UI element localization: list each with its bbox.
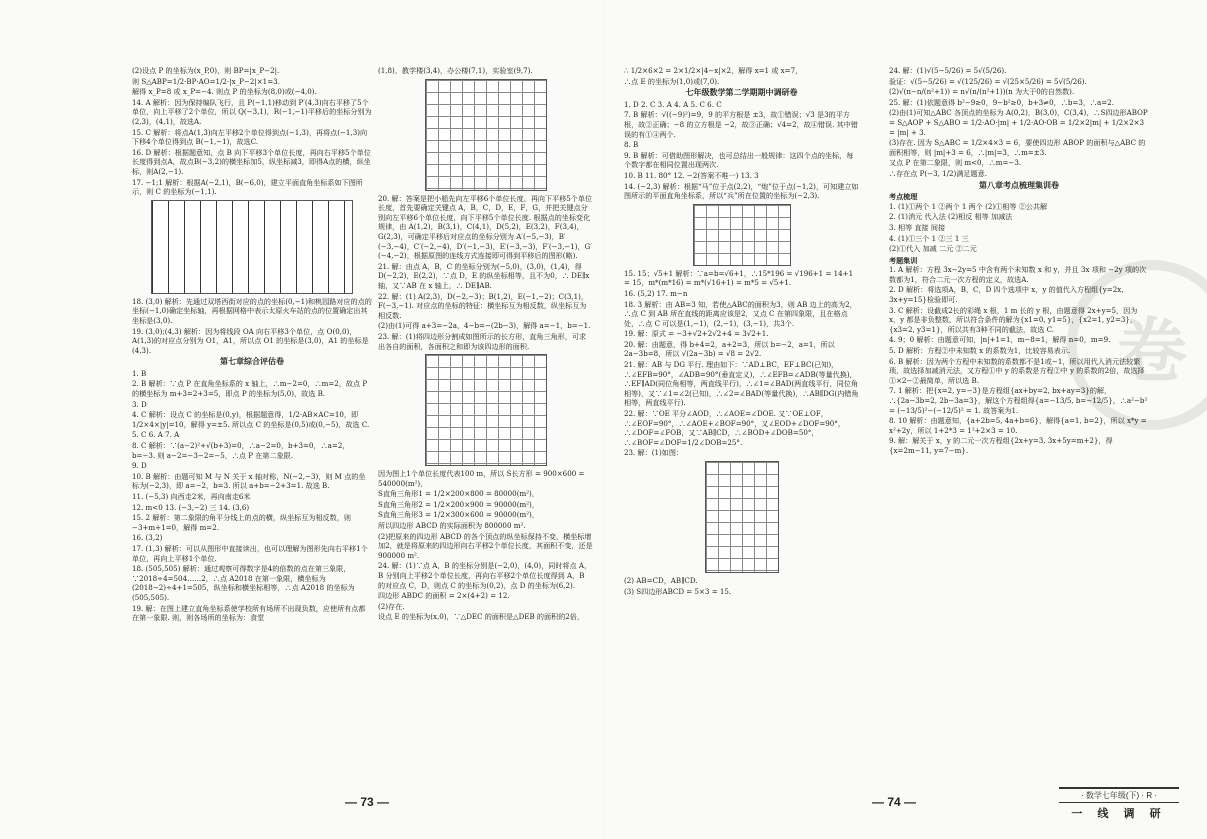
column-1: [132, 66, 372, 766]
answer-line: 1. D 2. C 3. A 4. A 5. C 6. C: [624, 99, 722, 109]
answer-line: 7. 1 解析：把{x=2, y=−3}是方程组{ax+by=2, bx+ay=3}的解，∴{2a−3b=2, 2b−3a=3}，解这个方程组得{a=−13/5, b=−12/5}，∴a²−b² = (−13/5)²−(−12/5)² = 1. 故答案为1.: [889, 386, 1148, 415]
subsection-heading: 考点梳理: [889, 192, 918, 202]
answer-line: (2)√(n−n/(n²+1)) = n√(n/(n²+1))(n 为大于0的自然数).: [889, 87, 1075, 97]
answer-line: 23. 解：(1)将四边形分割成如图所示的长方形，直角三角形，可求出各自的面积，各面积之和即为该四边形的面积.: [378, 331, 587, 351]
answer-line: 19. 解：原式 = −3+√2+2√2+4 = 3√2+1.: [624, 329, 769, 339]
answer-line: 22. 解：(1) A(2,3)，D(−2,−3)；B(1,2)，E(−1,−2)；C(3,1)，F(−3,−1). 对应点的坐标的特征：横坐标互为相反数，纵坐标互为相反数.: [378, 291, 588, 320]
answer-line: 9. D: [132, 461, 147, 471]
answer-line: (2)把原来的四边形 ABCD 的各个顶点的纵坐标保持不变，横坐标增加2，就是将原来的四边形向右平移2个单位长度，其面积不变，还是 900000 m².: [378, 531, 593, 560]
answer-line: 15. C 解析：将点A(1,3)向左平移2个单位得到点(−1,3)，再将点(−1,3)向下移4个单位得到点 B(−1,−1)，故选C.: [132, 127, 368, 147]
answer-line: 5. C 6. A 7. A: [132, 430, 180, 440]
answer-line: 3. D: [132, 399, 147, 409]
answer-line: 3. 相等 直接 间接: [889, 222, 946, 232]
answer-line: (2)由(1)可知△ABC 各顶点的坐标为 A(0,2)，B(3,0)，C(3,4)，∴S四边形ABOP = S△AOP + S△ABO = 1/2·AO·|m| + 1/2·AO·OB = 1/2×2|m| + 1/2×2×3 = |m| + 3.: [889, 108, 1148, 137]
answer-line: 19. 解：在图上建立直角坐标系使学校所有场所不出现负数，应使所有点都在第一象限. 则，则各场所的坐标为：食堂: [132, 603, 366, 623]
answer-line: 10. B 解析：由题可知 M 与 N 关于 x 轴对称，N(−2,−3)，则 M 点的坐标为(−2,3)，即 a=−2，b=3. 所以 a+b=−2+3=1. 故选 B.: [132, 471, 366, 491]
answer-line: (3)存在. 因为 S△ABC = 1/2×4×3 = 6，要使四边形 ABOP 的面积与△ABC 的面积相等，则 |m|+3 = 6，∴|m|=3，∴m=±3.: [889, 138, 1146, 157]
answer-line: ∴存在点 P(−3, 1/2)满足题意.: [889, 168, 987, 178]
answer-line: 21. 解：AB 与 DG 平行. 理由如下：∵AD⊥BC，EF⊥BC(已知)，∴∠EFB=90°，∠ADB=90°(垂直定义)，∴∠EFB=∠ADB(等量代换)，∴EF∥AD(同位角相等，两直线平行)，∴∠1=∠BAD(两直线平行，同位角相等)，又∵∠1=∠2(已知)，∴∠2=∠BAD(等量代换)，∴AB∥DG(内错角相等，两直线平行).: [624, 360, 859, 408]
answer-line: 24. 解：(1)∵点 A，B 的坐标分别是(−2,0)，(4,0)，同时将点 A，B 分别向上平移2个单位长度，再向右平移2个单位长度得到 A，B 的对应点 C，D，则点 C 的坐标为(0,2)，点 D 的坐标为(6,2).: [378, 561, 592, 590]
answer-line: 又点 P 在第二象限，则 m<0，∴m=−3.: [889, 158, 1022, 168]
answer-line: 15. 2 解析：第二象限的角平分线上的点的横，纵坐标互为相反数，则 −3+m+1=0，解得 m=2.: [132, 513, 351, 532]
figure-grid1: [425, 79, 547, 191]
answer-line: 2. D 解析：将选项A，B，C，D 四个选项中 x，y 的值代入方程组{y=2x, 3x+y=15}检验即可.: [889, 285, 1124, 305]
answer-line: 14. A 解析：因为保持编队飞行，且 P(−1,1)移动到 P′(4,3)向右平移了5个单位，向上平移了2个单位，所以 Q(−3,1)，R(−1,−1)平移后的坐标分别为(2,3)，(4,1)，故选A.: [132, 97, 372, 126]
answer-line: 22. 解：∵OE 平分∠AOD，∴∠AOE=∠DOE. 又∵OE⊥OF，∴∠EOF=90°，∴∠AOE+∠BOF=90°，又∠EOD+∠DOF=90°，∴∠DOF=∠FOB，又∵AB∥CD，∴∠BOD+∠DOB=50°，∴∠BOF=∠DOF=1/2∠DOB=25°.: [624, 409, 845, 447]
footer-brand: [1059, 787, 1179, 821]
answer-line: ∴点 E 的坐标为(1,0)或(7,0).: [624, 76, 720, 86]
section-heading: 第八章考点梳理集训卷: [979, 179, 1059, 190]
answer-line: 4. (1)①三个 1 ②三 1 三: [889, 233, 969, 243]
answer-line: 25. 解：(1)依题意得 b²−9≥0，9−b²≥0，b+3≠0，∴b=3，∴a=2.: [889, 97, 1114, 107]
answer-line: 解得 x_P=8 或 x_P=−4. 则点 P 的坐标为(8,0)或(−4,0).: [132, 87, 317, 97]
answer-line: (2)由(1)可得 a+3=−2a，4−b=−(2b−3)，解得 a=−1，b=−1.: [378, 321, 591, 331]
answer-line: 10. B 11. 80° 12. −2(答案不唯一) 13. 3: [624, 170, 759, 180]
answer-line: 17. −1;1 解析：根据A(−2,1)，B(−6,0)，建立平面直角坐标系如下图所示，则 C 的坐标为(−1,1).: [132, 177, 363, 197]
answer-line: (3) S四边形ABCD = 5×3 = 15.: [624, 586, 732, 596]
answer-line: (2)①代入 加减 二元 ②二元: [889, 244, 977, 254]
answer-line: 2. B 解析：∵点 P 在直角坐标系的 x 轴上，∴m−2=0，∴m=2，故点 P 的横坐标为 m+3=2+3=5，即点 P 的坐标为(5,0)，故选 B.: [132, 379, 368, 399]
answer-line: 18. 3 解析：由 AB=3 知，若使△ABC的面积为3，则 AB 边上的高为2，∴点 C 到 AB 所在直线的距离应该是2，又点 C 在第四象限，且在格点处，∴点 C 可以是(1,−1)，(2,−1)，(3,−1)，共3个.: [624, 299, 857, 328]
right-page: [604, 0, 1207, 839]
answer-line: (2)存在.: [378, 601, 405, 611]
answer-line: (2) AB=CD，AB∥CD.: [624, 576, 698, 585]
answer-line: 1. A 解析：方程 3x−2y=5 中含有两个未知数 x 和 y，并且 3x 项和 −2y 项的次数都为1，符合二元一次方程的定义，故选A.: [889, 265, 1147, 284]
figure-grid3: [705, 461, 779, 573]
answer-line: 14. (−2,3) 解析：根据“马”位于点(2,2)，“炮”位于点(−1,2)，可知建立如图所示的平面直角坐标系，所以“兵”所在位置的坐标为(−2,3).: [624, 181, 859, 201]
section-heading: 七年级数学第二学期期中调研卷: [685, 87, 798, 98]
answer-line: 1. (1)①两个 1 ②两个 1 两个 (2)①相等 ②公共解: [889, 201, 1048, 211]
column-3: [624, 66, 859, 766]
answer-line: 则 S△ABP=1/2·BP·AO=1/2·|x_P−2|×1=3.: [132, 76, 280, 86]
figure-abacus: [151, 200, 353, 294]
answer-line: 16. (3,2): [132, 533, 163, 543]
answer-line: 21. 解：由点 A，B，C 的坐标分别为(−5,0)，(3,0)，(1,4)，得 D(−2,2)，E(2,2)，∵点 D，E 的纵坐标相等，且不为0，∴ DE∥x 轴，又∵AB 在 x 轴上，∴ DE∥AB.: [378, 261, 590, 290]
page-number: — 74 —: [872, 795, 917, 809]
answer-line: 15. 15；√5+1 解析：∵a=b=√6+1，∴15*196 = √196+1 = 14+1 = 15，m*(m*16) = m*(√16+1) = m*5 = √5+1.: [624, 268, 854, 288]
answer-line: 所以四边形 ABCD 的实际面积为 800000 m².: [378, 521, 526, 531]
answer-line: 18. (3,0) 解析：先通过双塔西街对应的点的坐标(0,−1)和桃园路对应的点的坐标(−1,0)确定坐标轴，再根据网格中表示太原火车站的点的位置确定出其坐标是(3,0).: [132, 296, 372, 325]
answer-line: 7. B 解析：√((−9)²)=9，9 的平方根是 ±3，故①错误；√3 是3的平方根，故②正确；−8 的立方根是 −2，故③正确；√4=2，故④错误. 其中错误的有①④两个.: [624, 110, 858, 139]
figure-grid2: [425, 354, 547, 466]
footer-title: 一 线 调 研: [1071, 808, 1167, 820]
answer-line: 16. (5,2) 17. m−n: [624, 288, 688, 298]
answer-line: 9. 解：解关于 x，y 的二元一次方程组{2x+y=3, 3x+5y=m+2}，得{x=2m−11, y=7−m}.: [889, 436, 1113, 455]
answer-line: 6. B 解析：因为两个方程中未知数的系数都不是1或−1，所以用代入消元法较繁琐，故选择加减消元法，又方程①中 y 的系数是方程②中 y 的系数的2倍，故选择①×2−②最简单，所以选 B.: [889, 356, 1145, 385]
answer-line: ∴ 1/2×6×2 = 2×1/2×|4−x|×2，解得 x=1 或 x=7，: [624, 66, 803, 75]
answer-line: 17. (1,3) 解析：可以从图形中直接读出，也可以理解为图形先向右平移1个单位，再向上平移1个单位.: [132, 543, 368, 563]
answer-line: 20. 解：由题意，得 b+4=2，a+2=3，所以 b=−2，a=1，所以 2a−3b=8，所以 √(2a−3b) = √8 = 2√2.: [624, 339, 835, 359]
answer-line: 19. (3,0);(4,3) 解析：因为将线段 OA 向右平移3个单位，点 O(0,0)，A(1,3)的对应点分别为 O1，A1，所以点 O1 的坐标是(3,0)，A1 的坐标是(4,3).: [132, 326, 369, 355]
answer-line: 4. C 解析：设点 C 的坐标是(0,y)，根据题意得，1/2·AB×AC=10，即 1/2×4×|y|=10，解得 y=±5. 所以点 C 的坐标是(0,5)或(0,−5)，故选 C.: [132, 410, 370, 429]
answer-line: (1,8)，教学楼(3,4)，办公楼(7,1)，实验室(9,7).: [378, 66, 533, 75]
page-number: — 73 —: [345, 795, 390, 809]
answer-line: 5. D 解析：方程②中未知数 x 的系数为1，比较容易表示.: [889, 346, 1071, 356]
answer-line: (2)设点 P 的坐标为(x_P,0)，则 BP=|x_P−2|.: [132, 66, 280, 75]
answer-line: 20. 解：答案是把小船先向左平移6个单位长度，再向下平移5个单位长度，首先要确定关键点 A，B，C，D，E，F，G，并把关键点分别向左平移6个单位长度，向下平移5个单位长度. 根据点的坐标变化规律，由 A(1,2)，B(3,1)，C(4,1)，D(5,2)，E(3,2)，F(3,4)，G(2,3)，可确定平移后对应点的坐标分别为 A′(−5,−3)，B′(−3,−4)，C′(−2,−4)，D′(−1,−3)，E′(−3,−3)，F′(−3,−1)，G′(−4,−2)，根据原图的连线方式连接即可得到平移后的图形(略).: [378, 193, 593, 261]
seal-glyph: 卷: [1117, 308, 1187, 392]
answer-line: 8. 10 解析：由题意知，{a+2b=5, 4a+b=6}，解得{a=1, b=2}，所以 x*y = x²+2y，所以 1+2*3 = 1²+2×3 = 10.: [889, 416, 1147, 435]
left-page: [0, 0, 603, 839]
answer-line: 1. B: [132, 368, 147, 378]
answer-line: 11. (−5,3) 向西走2米，再向南走6米: [132, 492, 251, 501]
answer-line: 8. C 解析：∵(a−2)²+√(b+3)=0，∴a−2=0，b+3=0，∴a=2，b=−3. 则 a−2=−3−2=−5，∴点 P 在第二象限.: [132, 441, 350, 460]
column-2: [378, 66, 593, 766]
answer-line: 4. 9；0 解析：由题意可知，|n|+1=1，m−8=1，解得 n=0，m=9.: [889, 335, 1111, 345]
subsection-heading: 考题集训: [889, 255, 918, 265]
answer-line: 验证：√(5−5/26) = √(125/26) = √(25×5/26) = 5√(5/26).: [889, 76, 1087, 86]
answer-line: 23. 解：(1)如图：: [624, 448, 684, 458]
answer-line: 24. 解：(1)√(5−5/26) = 5√(5/26).: [889, 66, 1007, 75]
answer-line: 18. (505,505) 解析：通过观察可得数字是4的倍数的点在第三象限，∵2018÷4=504……2，∴点 A2018 在第一象限，横坐标为(2018−2)÷4+1=505，纵坐标和横坐标相等，∴点 A2018 的坐标为(505,505).: [132, 564, 355, 602]
answer-line: 四边形 ABDC 的面积 = 2×(4+2) = 12.: [378, 591, 510, 601]
answer-line: 8. B: [624, 140, 639, 150]
section-heading: 第七章综合评估卷: [220, 356, 284, 367]
answer-line: 因为图上1个单位长度代表100 m，所以 S长方形 = 900×600 = 540000(m²)，: [378, 469, 585, 488]
answer-line: S直角三角形3 = 1/2×300×600 = 90000(m²)，: [378, 510, 539, 520]
answer-line: S直角三角形1 = 1/2×200×800 = 80000(m²)，: [378, 489, 539, 499]
answer-line: 16. D 解析：根据题意知，点 B 向下平移3个单位长度，再向右平移5个单位长度得到点A，故点B(−3,2)的横坐标加5，纵坐标减3，即得A点的横，纵坐标，则A(2,−1).: [132, 147, 371, 176]
footer-subject: · 数学七年级(下) · R ·: [1059, 787, 1179, 803]
answer-line: 12. m<0 13. (−3,−2) 三 14. (3,6): [132, 502, 250, 512]
answer-line: 9. B 解析：可借助图形解决，也可总结出一般规律：这四个点的坐标，每个数字都在相同位置出现两次.: [624, 150, 854, 170]
answer-line: 2. (1)消元 代入法 (2)相反 相等 加减法: [889, 212, 1013, 222]
answer-line: 3. C 解析：设截成2长的彩绳 x 根，1 m 长的 y 根，由题意得 2x+y=5，因为 x，y 都是非负整数，所以符合条件的解为{x1=0, y1=5}，{x2=1, y2=3}，{x3=2, y3=1}，所以共有3种不同的截法，故选 C.: [889, 305, 1138, 334]
answer-line: 设点 E 的坐标为(x,0)，∵△DEC 的面积是△DEB 的面积的2倍，: [378, 612, 584, 622]
figure-chess: [693, 204, 791, 266]
answer-line: S直角三角形2 = 1/2×200×900 = 90000(m²)，: [378, 499, 539, 509]
